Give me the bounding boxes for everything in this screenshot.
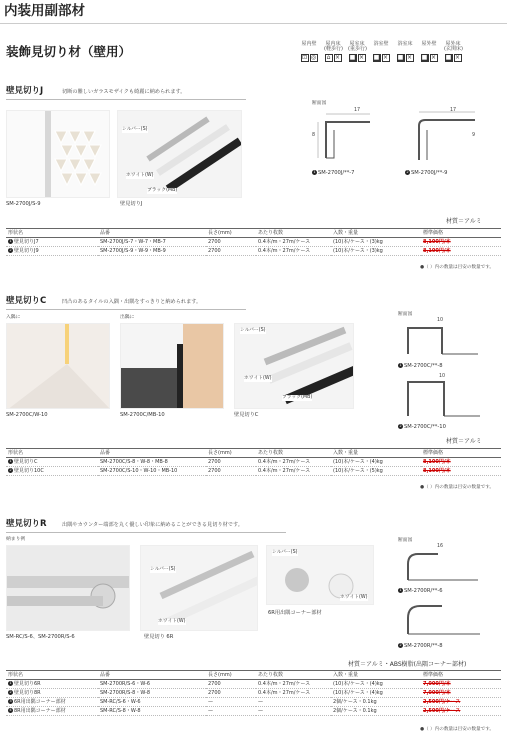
diagram-caption: 1 SM-2700R/**-6 (399, 588, 443, 594)
section-desc-c: 凹凸のあるタイルの入隅・出隅をすっきりと納められます。 (62, 299, 202, 305)
bath-wall-icon: ■ (373, 54, 380, 62)
wall-icon: ⊡ (301, 54, 308, 62)
page-title: 装飾見切り材（壁用） (6, 44, 132, 59)
section-diagram-r6 (398, 544, 488, 588)
table-header: 形状名 品番 長さ(mm) あたり枚数 入数・重量 標準価格 (6, 229, 501, 238)
label-white: ホワイト(W) (244, 376, 272, 381)
mosaic-wall-illustration (7, 111, 110, 198)
dim-label: 10 (439, 374, 446, 379)
label-example: 納まり例 (6, 537, 26, 542)
table-header: 形状名 品番 長さ(mm) あたり枚数 入数・重量 標準価格 (6, 449, 501, 458)
photo-caption: 壁見切りC (234, 412, 259, 418)
app-bath-wall: 浴室壁 ■ × (373, 41, 389, 62)
label-silver: シルバー(S) (240, 328, 266, 333)
photo-caption: SM-2700J/S-9 (6, 201, 41, 207)
floor-icon: ■ (349, 54, 356, 62)
dim-label: 16 (437, 544, 444, 549)
divider (6, 309, 246, 310)
ng-icon: × (454, 54, 461, 62)
label-white: ホワイト(W) (158, 619, 186, 624)
table-row: 1 壁見切り6R SM-2700R/S-6・W-6 2700 0.4本/m・27m/ケース (10)本/ケース・(4)kg 7,000円/本 (6, 680, 501, 689)
label-black: ブラック(MB) (147, 188, 178, 193)
product-photo-j-installed (6, 110, 110, 198)
diagram-caption: 1 SM-2700C/**-8 (399, 363, 443, 369)
ng-icon: × (358, 54, 365, 62)
label-silver: シルバー(S) (122, 127, 148, 132)
material-note: 材質＝アルミ (446, 438, 482, 445)
label-black: ブラック(MB) (282, 395, 313, 400)
outdoor-floor-icon: ■ (445, 54, 452, 62)
product-photo-j-profiles (117, 110, 242, 198)
section-label: 断面図 (398, 312, 413, 317)
spec-table-c (6, 448, 501, 476)
label-white: ホワイト(W) (126, 173, 154, 178)
app-indoor-floor-light: 屋内床 (軽歩行) ⌂ × (324, 41, 343, 62)
section-desc-j: 切断の難しいガラスモザイクも綺麗に納められます。 (62, 89, 186, 95)
section-diagram-c10 (398, 374, 488, 422)
app-bath-floor: 浴室床 ■ × (397, 41, 413, 62)
divider (6, 532, 286, 533)
bath-floor-icon: ■ (397, 54, 404, 62)
photo-caption: SM-RC/S-6、SM-2700R/S-6 (6, 634, 75, 640)
section-title-j: 壁見切りJ (6, 86, 44, 96)
photo-caption: SM-2700C/W-10 (6, 412, 48, 418)
app-indoor-floor-heavy: 屋室床 (重歩行) ■ × (348, 41, 367, 62)
section-title-c: 壁見切りC (6, 296, 47, 306)
dim-label: 9 (472, 133, 476, 138)
product-photo-c-outside (120, 323, 224, 409)
application-legend (300, 42, 462, 62)
label-silver: シルバー(S) (150, 567, 176, 572)
ng-icon: × (406, 54, 413, 62)
table-row: 3 6R用出隅コーナー部材 SM-RC/S-6・W-6 — — 2個/ケース・0.1kg 2,500円/ケース (6, 698, 501, 707)
ok-icon: ◎ (310, 54, 317, 62)
divider (6, 99, 246, 100)
section-label: 断面図 (312, 101, 327, 106)
app-outdoor-floor: 屋外床 (玄関床) ■ × (444, 41, 463, 62)
header-title: 内装用副部材 (4, 3, 85, 19)
diagram-caption: 1 SM-2700J/**-7 (313, 170, 355, 176)
footnote: ●（ ）内の数量は目安の数量です。 (420, 265, 495, 270)
photo-caption: 壁見切り 6R (144, 634, 174, 640)
table-row: 2 壁見切りJ9 SM-2700J/S-9・W-9・MB-9 2700 0.4本/m・27m/ケース (10)本/ケース・(3)kg 8,100円/本 (6, 247, 501, 256)
table-row: 2 壁見切り8R SM-2700R/S-8・W-8 2700 0.4本/m・27m/ケース (10)本/ケース・(4)kg 7,000円/本 (6, 689, 501, 698)
app-outdoor-wall: 屋外壁 ■ × (421, 41, 437, 62)
material-note: 材質＝アルミ・ABS樹脂(出隅コーナー部材) (348, 661, 467, 668)
table-row: 1 壁見切りC SM-2700C/S-8・W-8・MB-8 2700 0.4本/m・27m/ケース (10)本/ケース・(4)kg 8,100円/本 (6, 458, 501, 467)
material-note: 材質＝アルミ (446, 218, 482, 225)
ng-icon: × (430, 54, 437, 62)
diagram-caption: 2 SM-2700C/**-10 (399, 424, 446, 430)
section-diagram-j7 (312, 108, 392, 166)
label-outside-corner: 出隅に (120, 315, 135, 320)
label-white: ホワイト(W) (340, 595, 368, 600)
section-diagram-c8 (398, 318, 488, 362)
diagram-caption: 2 SM-2700R/**-8 (399, 643, 443, 649)
photo-caption: 6R用出隅コーナー部材 (268, 610, 322, 616)
dim-label: 17 (450, 108, 457, 113)
label-inside-corner: 入隅に (6, 315, 21, 320)
ng-icon: × (382, 54, 389, 62)
dim-label: 17 (354, 108, 361, 113)
table-row: 4 8R用出隅コーナー部材 SM-RC/S-8・W-8 — — 2個/ケース・0.1kg 2,500円/ケース (6, 707, 501, 716)
profiles-illustration (118, 111, 242, 198)
photo-caption: 壁見切りJ (120, 201, 143, 207)
outdoor-wall-icon: ■ (421, 54, 428, 62)
label-silver: シルバー(S) (272, 550, 298, 555)
app-indoor-wall: 屋内壁 ⊡ ◎ (301, 41, 317, 62)
dim-label: 10 (437, 318, 444, 323)
dim-label: 8 (312, 133, 316, 138)
table-row: 1 壁見切りJ7 SM-2700J/S-7・W-7・MB-7 2700 0.4本/m・27m/ケース (10)本/ケース・(3)kg 8,100円/本 (6, 238, 501, 247)
table-row: 2 壁見切り10C SM-2700C/S-10・W-10・MB-10 2700 0.4本/m・27m/ケース (10)本/ケース・(5)kg 8,100円/本 (6, 467, 501, 476)
table-header: 形状名 品番 長さ(mm) あたり枚数 入数・重量 標準価格 (6, 671, 501, 680)
photo-caption: SM-2700C/MB-10 (120, 412, 165, 418)
diagram-caption: 2 SM-2700J/**-9 (406, 170, 448, 176)
product-photo-c-inside (6, 323, 110, 409)
section-desc-r: 出隅やカウンター端部を丸く優しい印象に納めることができる見切り材です。 (62, 522, 243, 528)
section-title-r: 壁見切りR (6, 519, 47, 529)
product-photo-r-installed (6, 545, 130, 631)
footnote: ●（ ）内の数量は目安の数量です。 (420, 727, 495, 732)
ng-icon: × (334, 54, 341, 62)
section-label: 断面図 (398, 538, 413, 543)
floor-icon: ⌂ (325, 54, 333, 62)
footnote: ●（ ）内の数量は目安の数量です。 (420, 485, 495, 490)
section-diagram-r8 (398, 600, 488, 642)
spec-table-j (6, 228, 501, 256)
spec-table-r (6, 670, 501, 716)
